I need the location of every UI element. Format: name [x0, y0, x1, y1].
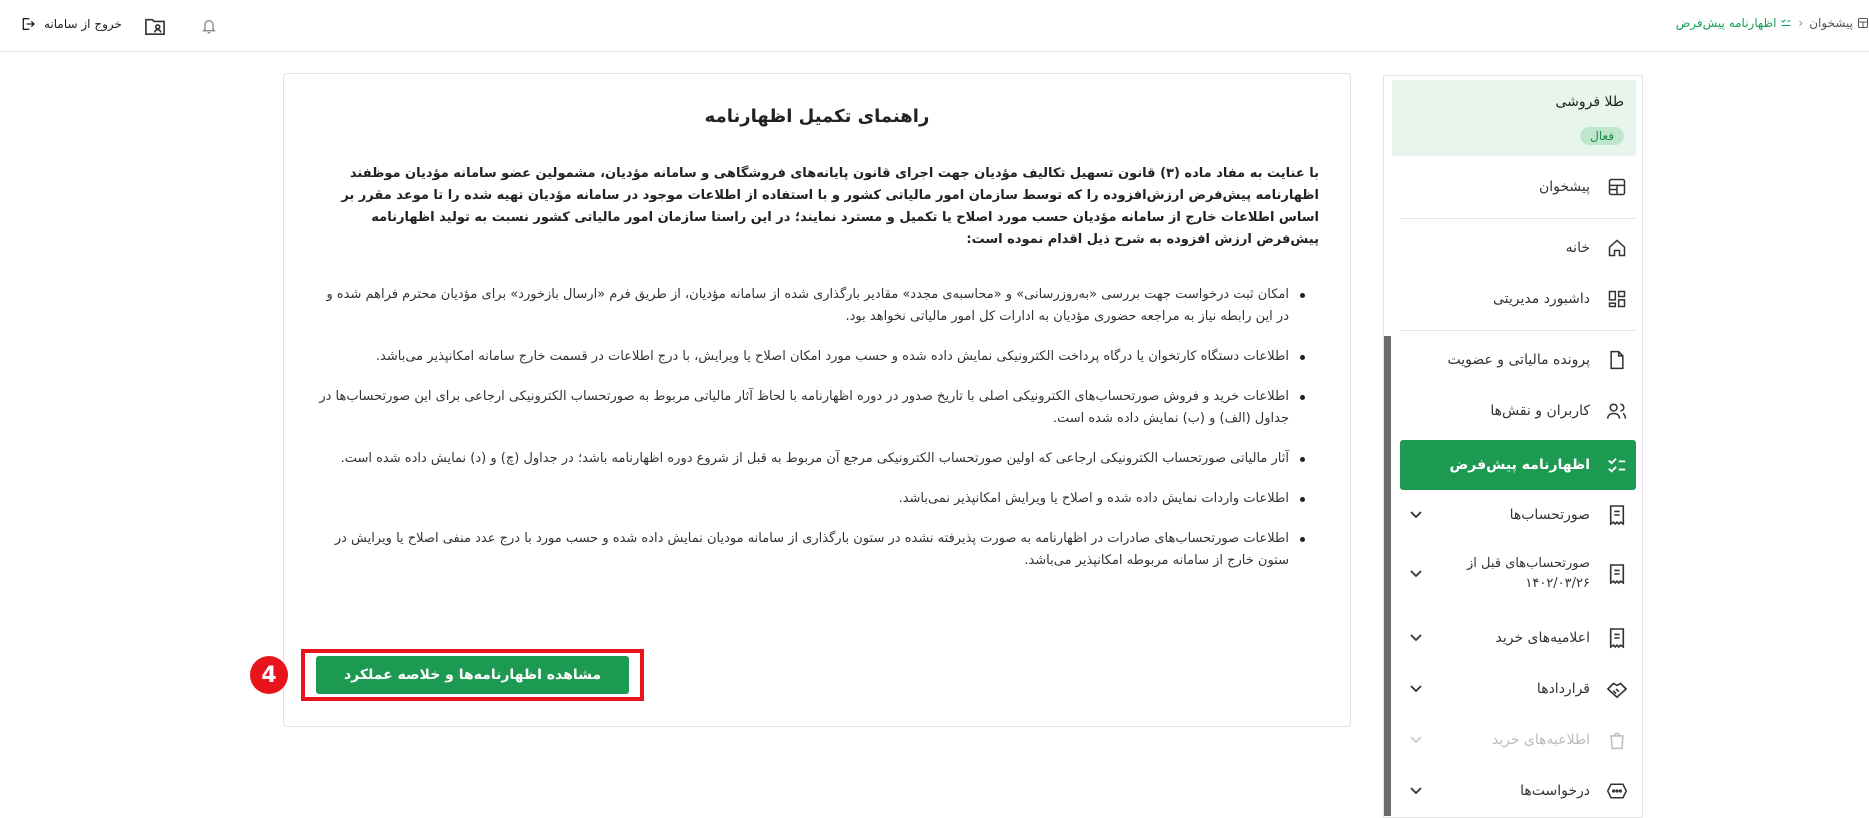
- sidebar-item-label: اطلاعیه‌های خرید: [1491, 732, 1590, 748]
- file-icon: [1604, 347, 1630, 373]
- sidebar-item-purchase-notices[interactable]: [1400, 613, 1636, 663]
- sidebar: [1383, 75, 1643, 818]
- step-badge: 4: [250, 656, 288, 694]
- list-item: اطلاعات واردات نمایش داده شده و اصلاح یا ویرایش امکانپذیر نمی‌باشد.: [317, 488, 1307, 510]
- invoice-icon: [1604, 502, 1630, 528]
- sidebar-item-purchase-announcements: [1400, 715, 1636, 765]
- chevron-down-icon[interactable]: [1406, 564, 1426, 584]
- sidebar-item-label: صورتحساب‌ها: [1509, 507, 1590, 523]
- view-returns-button[interactable]: مشاهده اظهارنامه‌ها و خلاصه عملکرد: [316, 656, 629, 694]
- list-item: اطلاعات دستگاه کارتخوان یا درگاه پرداخت الکترونیکی نمایش داده شده و حسب مورد امکان اصلاح یا ویرایش، با درج اطلاعات در قسمت خارج سامانه امکانپذیر می‌باشد.: [317, 346, 1307, 368]
- list-item: امکان ثبت درخواست جهت بررسی «به‌روزرسانی» و «محاسبه‌ی مجدد» مقادیر بارگذاری شده از سامانه مؤدیان، از طریق فرم «ارسال بازخورد» برای مؤدیان محترم فراهم شده و در این رابطه نیاز به مراجعه حضوری مؤدیان به ادارات کل امور مالیاتی نخواهد بود.: [317, 284, 1307, 328]
- page-title: راهنمای تکمیل اظهارنامه: [704, 106, 930, 127]
- checklist-icon: [1780, 17, 1792, 29]
- top-bar: [0, 0, 1869, 52]
- chevron-down-icon[interactable]: [1406, 781, 1426, 801]
- breadcrumb-current[interactable]: اظهارنامه پیش‌فرض: [1676, 16, 1793, 30]
- sidebar-item-label: خانه: [1565, 240, 1590, 256]
- sidebar-item-management-dashboard[interactable]: [1400, 274, 1636, 324]
- guide-card: [261, 73, 1351, 727]
- status-badge: فعال: [1580, 127, 1624, 145]
- chevron-down-icon[interactable]: [1406, 505, 1426, 525]
- sidebar-item-requests[interactable]: [1400, 766, 1636, 816]
- sidebar-item-tax-file[interactable]: [1400, 335, 1636, 385]
- sidebar-item-label: درخواست‌ها: [1520, 783, 1590, 799]
- divider: [1400, 218, 1636, 219]
- sidebar-item-label: قراردادها: [1536, 681, 1590, 697]
- user-card: [1392, 80, 1636, 156]
- handshake-icon: [1604, 676, 1630, 702]
- user-folder-button[interactable]: [143, 14, 167, 38]
- intro-paragraph: با عنایت به مفاد ماده (۳) قانون تسهیل تکالیف مؤدیان جهت اجرای قانون پایانه‌های فروشگاهی و سامانه مؤدیان، مشمولین عضو سامانه مؤدیان موظفند اظهارنامه پیش‌فرض ارزش‌افزوده را که توسط سازمان امور مالیاتی کشور و با استفاده از اطلاعات موجود در سامانه مؤدیان تهیه شده را تا موعد مقرر بر اساس اطلاعات خارج از سامانه مؤدیان حسب مورد اصلاح یا تکمیل و مسترد نمایند؛ در این راستا سازمان امور مالیاتی کشور نسبت به تولید اظهارنامه پیش‌فرض ارزش افزوده به شرح ذیل اقدام نموده است:: [341, 166, 1319, 247]
- sidebar-item-home[interactable]: [1400, 223, 1636, 273]
- sidebar-item-label: اعلامیه‌های خرید: [1495, 630, 1590, 646]
- receipt-icon: [1604, 625, 1630, 651]
- sidebar-item-label: صورتحساب‌های قبل از ۱۴۰۲/۰۳/۲۶: [1467, 556, 1590, 591]
- exit-button[interactable]: خروج از سامانه: [20, 16, 122, 32]
- users-icon: [1604, 398, 1630, 424]
- user-folder-icon: [144, 16, 166, 36]
- checklist-icon: [1604, 452, 1630, 478]
- divider: [1400, 330, 1636, 331]
- dashboard-icon: [1857, 17, 1869, 29]
- dashboard-icon: [1604, 174, 1630, 200]
- sidebar-item-default-return[interactable]: [1400, 440, 1636, 490]
- sidebar-item-label: پرونده مالیاتی و عضویت: [1447, 352, 1590, 368]
- sidebar-item-old-invoices[interactable]: [1400, 544, 1636, 604]
- invoice-old-icon: [1604, 561, 1630, 587]
- sidebar-item-invoices[interactable]: [1400, 490, 1636, 540]
- sidebar-item-label: اظهارنامه پیش‌فرض: [1449, 457, 1590, 473]
- sidebar-item-label: کاربران و نقش‌ها: [1490, 403, 1590, 419]
- sidebar-item-users[interactable]: [1400, 386, 1636, 436]
- bell-icon: [201, 17, 217, 35]
- chevron-down-icon[interactable]: [1406, 628, 1426, 648]
- sidebar-item-label: داشبورد مدیریتی: [1492, 291, 1590, 307]
- sidebar-item-dashboard[interactable]: [1400, 162, 1636, 212]
- sidebar-item-contracts[interactable]: [1400, 664, 1636, 714]
- breadcrumb-separator: ‹: [1798, 16, 1804, 30]
- home-icon: [1604, 235, 1630, 261]
- list-item: اطلاعات صورتحساب‌های صادرات در اظهارنامه به صورت پذیرفته نشده در ستون بارگذاری از سامانه مودیان نمایش داده شده و حسب مورد با درج عدد منفی اصلاح یا ویرایش در ستون خارج از سامانه مربوطه امکانپذیر می‌باشد.: [317, 528, 1307, 572]
- notifications-button[interactable]: [197, 14, 221, 38]
- list-item: اطلاعات خرید و فروش صورتحساب‌های الکترونیکی اصلی با تاریخ صدور در دوره اظهارنامه با لحاظ آثار مالیاتی مربوط به صورتحساب الکترونیکی ارجاعی برای این صورتحساب‌ها در جداول (الف) و (ب) نمایش داده شده است.: [317, 386, 1307, 430]
- user-name: طلا فروشی: [1555, 94, 1624, 110]
- breadcrumb-home[interactable]: پیشخوان: [1809, 16, 1869, 30]
- rules-list: [317, 284, 1307, 590]
- sidebar-item-label: پیشخوان: [1538, 179, 1590, 195]
- list-item: آثار مالیاتی صورتحساب الکترونیکی ارجاعی که اولین صورتحساب الکترونیکی مرجع آن مربوط به قبل از شروع دوره اظهارنامه باشد؛ در جداول (چ) و (د) نمایش داده شده است.: [317, 448, 1307, 470]
- chat-icon: [1604, 778, 1630, 804]
- bag-icon: [1604, 727, 1630, 753]
- logout-icon: [20, 16, 36, 32]
- grid-icon: [1604, 286, 1630, 312]
- chevron-down-icon: [1406, 730, 1426, 750]
- breadcrumb: [1676, 16, 1869, 30]
- chevron-down-icon[interactable]: [1406, 679, 1426, 699]
- sidebar-scrollbar[interactable]: [1384, 336, 1391, 816]
